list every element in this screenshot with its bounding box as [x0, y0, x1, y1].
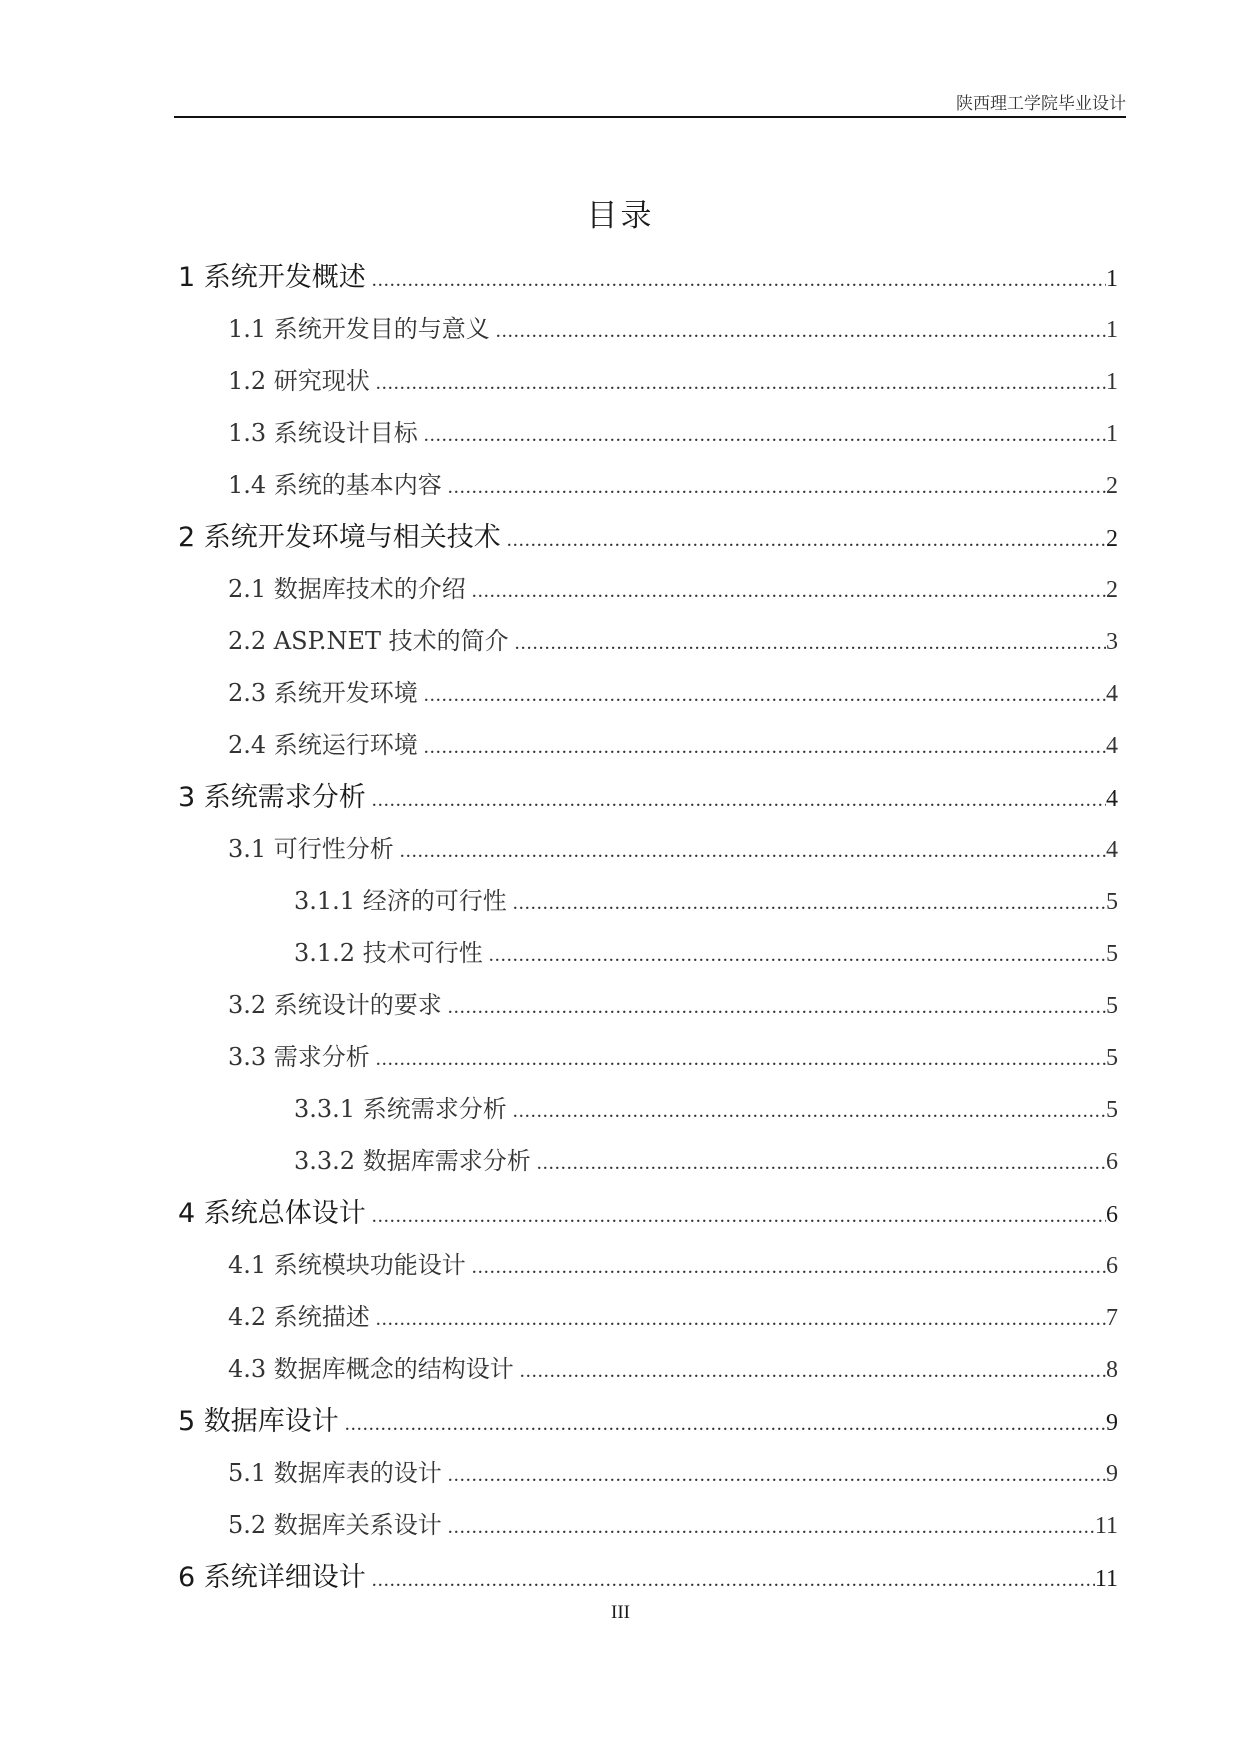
toc-entry-page: 2	[1106, 577, 1118, 603]
toc-entry-label: 1.1 系统开发目的与意义	[228, 315, 490, 343]
toc-entry[interactable]	[178, 775, 1118, 814]
toc-entry[interactable]	[294, 1141, 1118, 1176]
toc-entry-label: 6 系统详细设计	[178, 1562, 366, 1593]
toc-entry-label: 3.1.1 经济的可行性	[294, 887, 507, 915]
toc-entry-page: 11	[1094, 1513, 1118, 1539]
toc-entry-label: 1 系统开发概述	[178, 262, 366, 293]
toc-entry[interactable]	[178, 515, 1118, 554]
toc-entry-label: 5 数据库设计	[178, 1406, 339, 1437]
toc-leader-dots	[507, 529, 1106, 552]
toc-entry-label: 3.2 系统设计的要求	[228, 991, 442, 1019]
toc-entry[interactable]	[228, 621, 1118, 656]
toc-entry-label: 1.2 研究现状	[228, 367, 370, 395]
toc-leader-dots	[372, 789, 1106, 812]
header-text: 陕西理工学院毕业设计	[956, 94, 1126, 114]
toc-leader-dots	[400, 840, 1106, 863]
toc-entry-label: 3.3 需求分析	[228, 1043, 370, 1071]
toc-entry-label: 1.3 系统设计目标	[228, 419, 418, 447]
toc-entry-label: 3.3.2 数据库需求分析	[294, 1147, 531, 1175]
toc-entry-page: 1	[1106, 266, 1118, 292]
toc-leader-dots	[376, 1048, 1106, 1071]
toc-entry-page: 6	[1106, 1253, 1118, 1279]
toc-entry-page: 5	[1106, 1045, 1118, 1071]
toc-entry-page: 6	[1106, 1149, 1118, 1175]
toc-entry[interactable]	[228, 1037, 1118, 1072]
page-header	[174, 86, 1126, 118]
toc-entry-label: 4 系统总体设计	[178, 1198, 366, 1229]
toc-entry-page: 1	[1106, 421, 1118, 447]
toc-entry[interactable]	[228, 465, 1118, 500]
toc-leader-dots	[372, 269, 1106, 292]
toc-entry-page: 11	[1094, 1566, 1118, 1592]
toc-entry-page: 2	[1106, 526, 1118, 552]
toc-entry-page: 4	[1106, 786, 1118, 812]
toc-entry-page: 5	[1106, 993, 1118, 1019]
toc-leader-dots	[448, 476, 1106, 499]
toc-entry[interactable]	[178, 1191, 1118, 1230]
toc-leader-dots	[537, 1152, 1106, 1175]
toc-entry-page: 9	[1106, 1461, 1118, 1487]
toc-entry-label: 2.4 系统运行环境	[228, 731, 418, 759]
toc-entry-label: 5.2 数据库关系设计	[228, 1511, 442, 1539]
toc-leader-dots	[376, 1308, 1106, 1331]
toc-title: 目录	[586, 198, 655, 234]
toc-entry-page: 9	[1106, 1410, 1118, 1436]
toc-leader-dots	[520, 1360, 1106, 1383]
toc-leader-dots	[376, 372, 1106, 395]
toc-entry-page: 1	[1106, 317, 1118, 343]
toc-entry-label: 3.1.2 技术可行性	[294, 939, 483, 967]
toc-leader-dots	[424, 424, 1106, 447]
toc-leader-dots	[513, 892, 1106, 915]
toc-entry[interactable]	[228, 725, 1118, 760]
toc-entry[interactable]	[294, 1089, 1118, 1124]
toc-entry-page: 8	[1106, 1357, 1118, 1383]
toc-entry[interactable]	[178, 1555, 1118, 1594]
toc-leader-dots	[424, 684, 1106, 707]
toc-leader-dots	[372, 1569, 1095, 1592]
toc-entry[interactable]	[228, 829, 1118, 864]
toc-entry[interactable]	[228, 1349, 1118, 1384]
toc-leader-dots	[424, 736, 1106, 759]
toc-entry[interactable]	[228, 413, 1118, 448]
toc-leader-dots	[472, 580, 1106, 603]
toc-entry-page: 4	[1106, 837, 1118, 863]
toc-entry-page: 6	[1106, 1202, 1118, 1228]
toc-leader-dots	[448, 996, 1106, 1019]
toc-entry-page: 3	[1106, 629, 1118, 655]
toc-entry[interactable]	[228, 361, 1118, 396]
toc-entry-label: 2.3 系统开发环境	[228, 679, 418, 707]
toc-entry-label: 2.2 ASP.NET 技术的简介	[228, 627, 509, 655]
toc-entry[interactable]	[294, 933, 1118, 968]
toc-entry[interactable]	[178, 1399, 1118, 1438]
toc-entry-page: 5	[1106, 1097, 1118, 1123]
toc-entry-page: 4	[1106, 681, 1118, 707]
toc-entry-label: 2 系统开发环境与相关技术	[178, 522, 501, 553]
toc-leader-dots	[489, 944, 1106, 967]
toc-entry-page: 5	[1106, 941, 1118, 967]
toc-entry-page: 4	[1106, 733, 1118, 759]
toc-entry-label: 3.3.1 系统需求分析	[294, 1095, 507, 1123]
toc-entry-page: 7	[1106, 1305, 1118, 1331]
toc-entry-label: 3.1 可行性分析	[228, 835, 394, 863]
toc-entry-page: 1	[1106, 369, 1118, 395]
toc-entry-label: 4.1 系统模块功能设计	[228, 1251, 466, 1279]
toc-entry[interactable]	[228, 985, 1118, 1020]
toc-entry-page: 5	[1106, 889, 1118, 915]
toc-entry[interactable]	[294, 881, 1118, 916]
toc-entry[interactable]	[228, 1245, 1118, 1280]
toc-entry[interactable]	[228, 1453, 1118, 1488]
toc-entry-label: 4.3 数据库概念的结构设计	[228, 1355, 514, 1383]
toc-leader-dots	[513, 1100, 1106, 1123]
toc-entry-label: 1.4 系统的基本内容	[228, 471, 442, 499]
toc-leader-dots	[496, 320, 1106, 343]
toc-leader-dots	[345, 1413, 1106, 1436]
toc-entry[interactable]	[228, 309, 1118, 344]
toc-leader-dots	[372, 1205, 1106, 1228]
toc-entry[interactable]	[228, 569, 1118, 604]
toc-entry[interactable]	[228, 673, 1118, 708]
toc-entry[interactable]	[178, 255, 1118, 294]
toc-entry[interactable]	[228, 1297, 1118, 1332]
toc-leader-dots	[515, 632, 1106, 655]
page-number: III	[611, 1602, 630, 1623]
toc-entry-label: 3 系统需求分析	[178, 782, 366, 813]
toc-leader-dots	[448, 1516, 1095, 1539]
toc-entry-label: 2.1 数据库技术的介绍	[228, 575, 466, 603]
toc-leader-dots	[448, 1464, 1106, 1487]
toc-leader-dots	[472, 1256, 1106, 1279]
toc-entry-page: 2	[1106, 473, 1118, 499]
toc-entry-label: 5.1 数据库表的设计	[228, 1459, 442, 1487]
toc-entry[interactable]	[228, 1505, 1118, 1540]
toc-entry-label: 4.2 系统描述	[228, 1303, 370, 1331]
